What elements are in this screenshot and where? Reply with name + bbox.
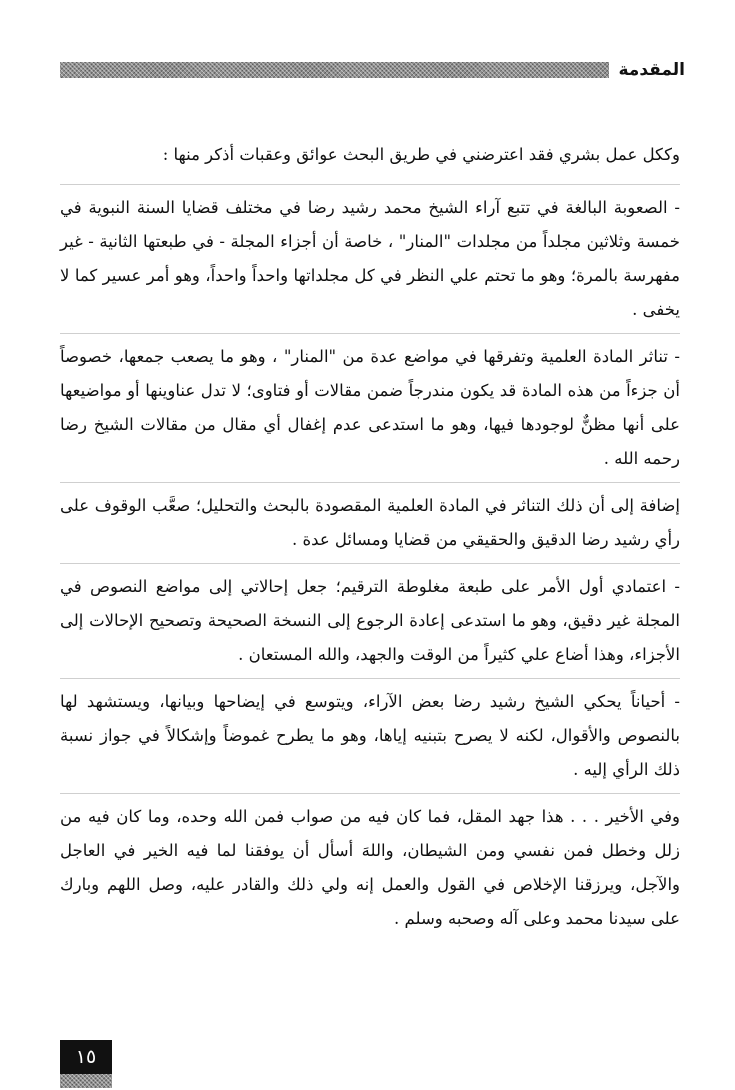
page-number-pattern	[60, 1074, 112, 1088]
header-pattern-bar	[60, 62, 609, 78]
paragraph-scatter-consequence: إضافة إلى أن ذلك التناثر في المادة العلمية المقصودة بالبحث والتحليل؛ صعَّب الوقوف على رأي رشيد رضا الدقيق والحقيقي من قضايا ومسائل عدة .	[60, 496, 680, 549]
paragraph-difficulty-tracking: - الصعوبة البالغة في تتبع آراء الشيخ محمد رشيد رضا في مختلف قضايا السنة النبوية في خمسة وثلاثين مجلداً من مجلدات "المنار" ، خاصة أن أجزاء المجلة - في طبعتها الثانية - غير مفهرسة بالمرة؛ وهو ما تحتم علي النظر في كل مجلداتها واحداً واحداً، وهو أمر عسير كما لا يخفى .	[60, 198, 680, 319]
paragraph-separator	[60, 333, 680, 334]
paragraph-closing: وفي الأخير . . . هذا جهد المقل، فما كان فيه من صواب فمن الله وحده، وما كان فيه من زلل وخطل فمن نفسي ومن الشيطان، واللهَ أسأل أن يوفقنا لما فيه الخير في العاجل والآجل، ويرزقنا الإخلاص في القول والعمل إنه ولي ذلك والقادر عليه، وصل اللهم وبارك على سيدنا محمد وعلى آله وصحبه وسلم .	[60, 807, 680, 928]
section-title: المقدمة	[618, 60, 685, 80]
paragraph-scattered-material: - تناثر المادة العلمية وتفرقها في مواضع عدة من "المنار" ، وهو ما يصعب جمعها، خصوصاً أن جزءاً من هذه المادة قد يكون مندرجاً ضمن مقالات أو فتاوى؛ لا تدل عناوينها أو مواضيعها على أنها مظنٌّ لوجودها فيها، وهو ما استدعى عدم إغفال أي مقال من مقالات الشيخ رضا رحمه الله .	[60, 347, 680, 468]
paragraph-separator	[60, 184, 680, 185]
paragraph-separator	[60, 482, 680, 483]
page-number: ١٥	[60, 1040, 112, 1074]
page-header	[60, 58, 685, 82]
intro-paragraph: وككل عمل بشري فقد اعترضني في طريق البحث عوائق وعقبات أذكر منها :	[162, 145, 680, 164]
paragraph-unattributed-opinions: - أحياناً يحكي الشيخ رشيد رضا بعض الآراء، ويتوسع في إيضاحها وبيانها، ويستشهد لها بالنصوص والأقوال، لكنه لا يصرح بتبنيه إياها، وهو ما يطرح غموضاً وإشكالاً في جواز نسبة ذلك الرأي إليه .	[60, 692, 680, 779]
paragraph-separator	[60, 793, 680, 794]
paragraph-faulty-edition: - اعتمادي أول الأمر على طبعة مغلوطة الترقيم؛ جعل إحالاتي إلى مواضع النصوص في المجلة غير دقيق، وهو ما استدعى إعادة الرجوع إلى النسخة الصحيحة وتصحيح الإحالات إلى الأجزاء، وهذا أضاع علي كثيراً من الوقت والجهد، والله المستعان .	[60, 577, 680, 664]
paragraph-separator	[60, 678, 680, 679]
page-body	[60, 138, 680, 936]
paragraph-separator	[60, 563, 680, 564]
